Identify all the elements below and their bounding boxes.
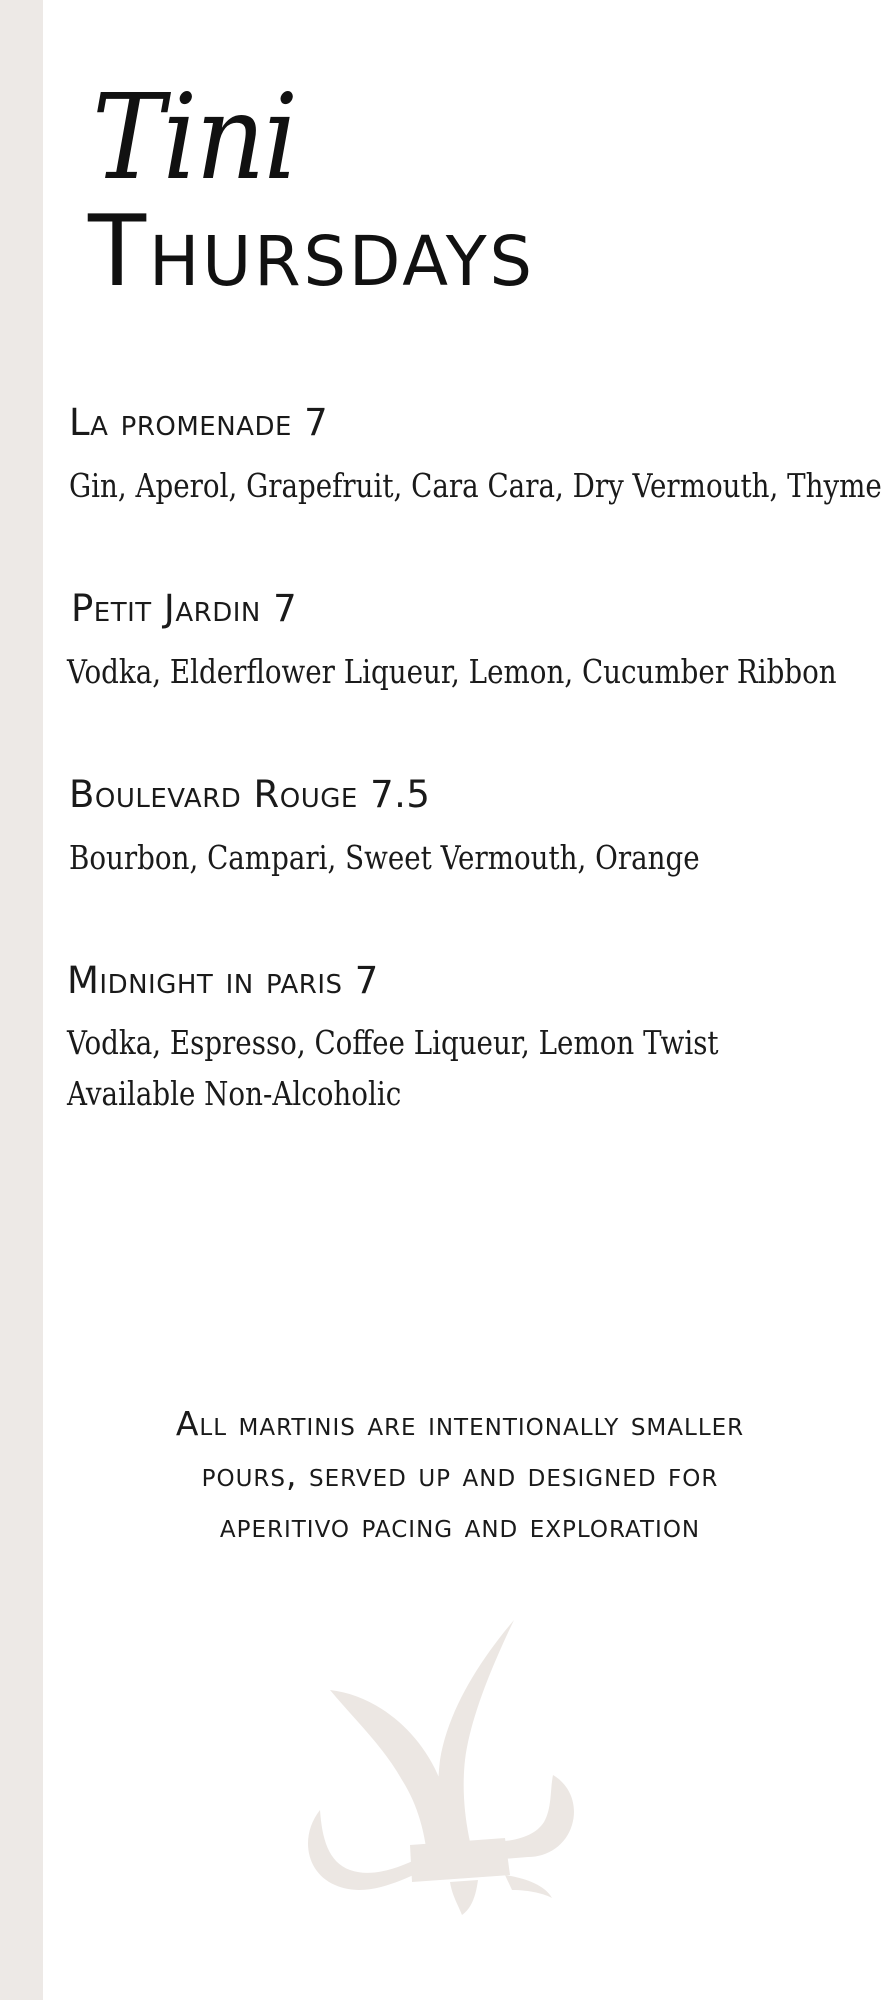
menu-item-description: Bourbon, Campari, Sweet Vermouth, Orange [69, 838, 700, 877]
menu-item-name: Boulevard Rouge 7.5 [69, 773, 431, 816]
side-strip [0, 0, 43, 2000]
footer-note-line: aperitivo pacing and exploration [219, 1506, 701, 1545]
footer-note-line: pours, served up and designed for [201, 1455, 719, 1494]
footer-note [70, 1398, 850, 1551]
menu-item-description: Gin, Aperol, Grapefruit, Cara Cara, Dry Vermouth, Thyme [69, 466, 882, 505]
fleur-de-lis-icon [300, 1610, 590, 1920]
menu-item-name: La promenade 7 [69, 401, 329, 444]
menu-item-name: Midnight in paris 7 [67, 959, 379, 1002]
menu-item-note: Available Non-Alcoholic [67, 1074, 402, 1113]
title-script: Tini [92, 68, 297, 206]
footer-note-line: All martinis are intentionally smaller [175, 1404, 745, 1443]
menu-item-name: Petit Jardin 7 [71, 587, 298, 630]
menu-item-description: Vodka, Elderflower Liqueur, Lemon, Cucumber Ribbon [67, 652, 837, 691]
page-title: Thursdays [88, 195, 535, 309]
menu-item-description: Vodka, Espresso, Coffee Liqueur, Lemon Twist [67, 1023, 719, 1062]
